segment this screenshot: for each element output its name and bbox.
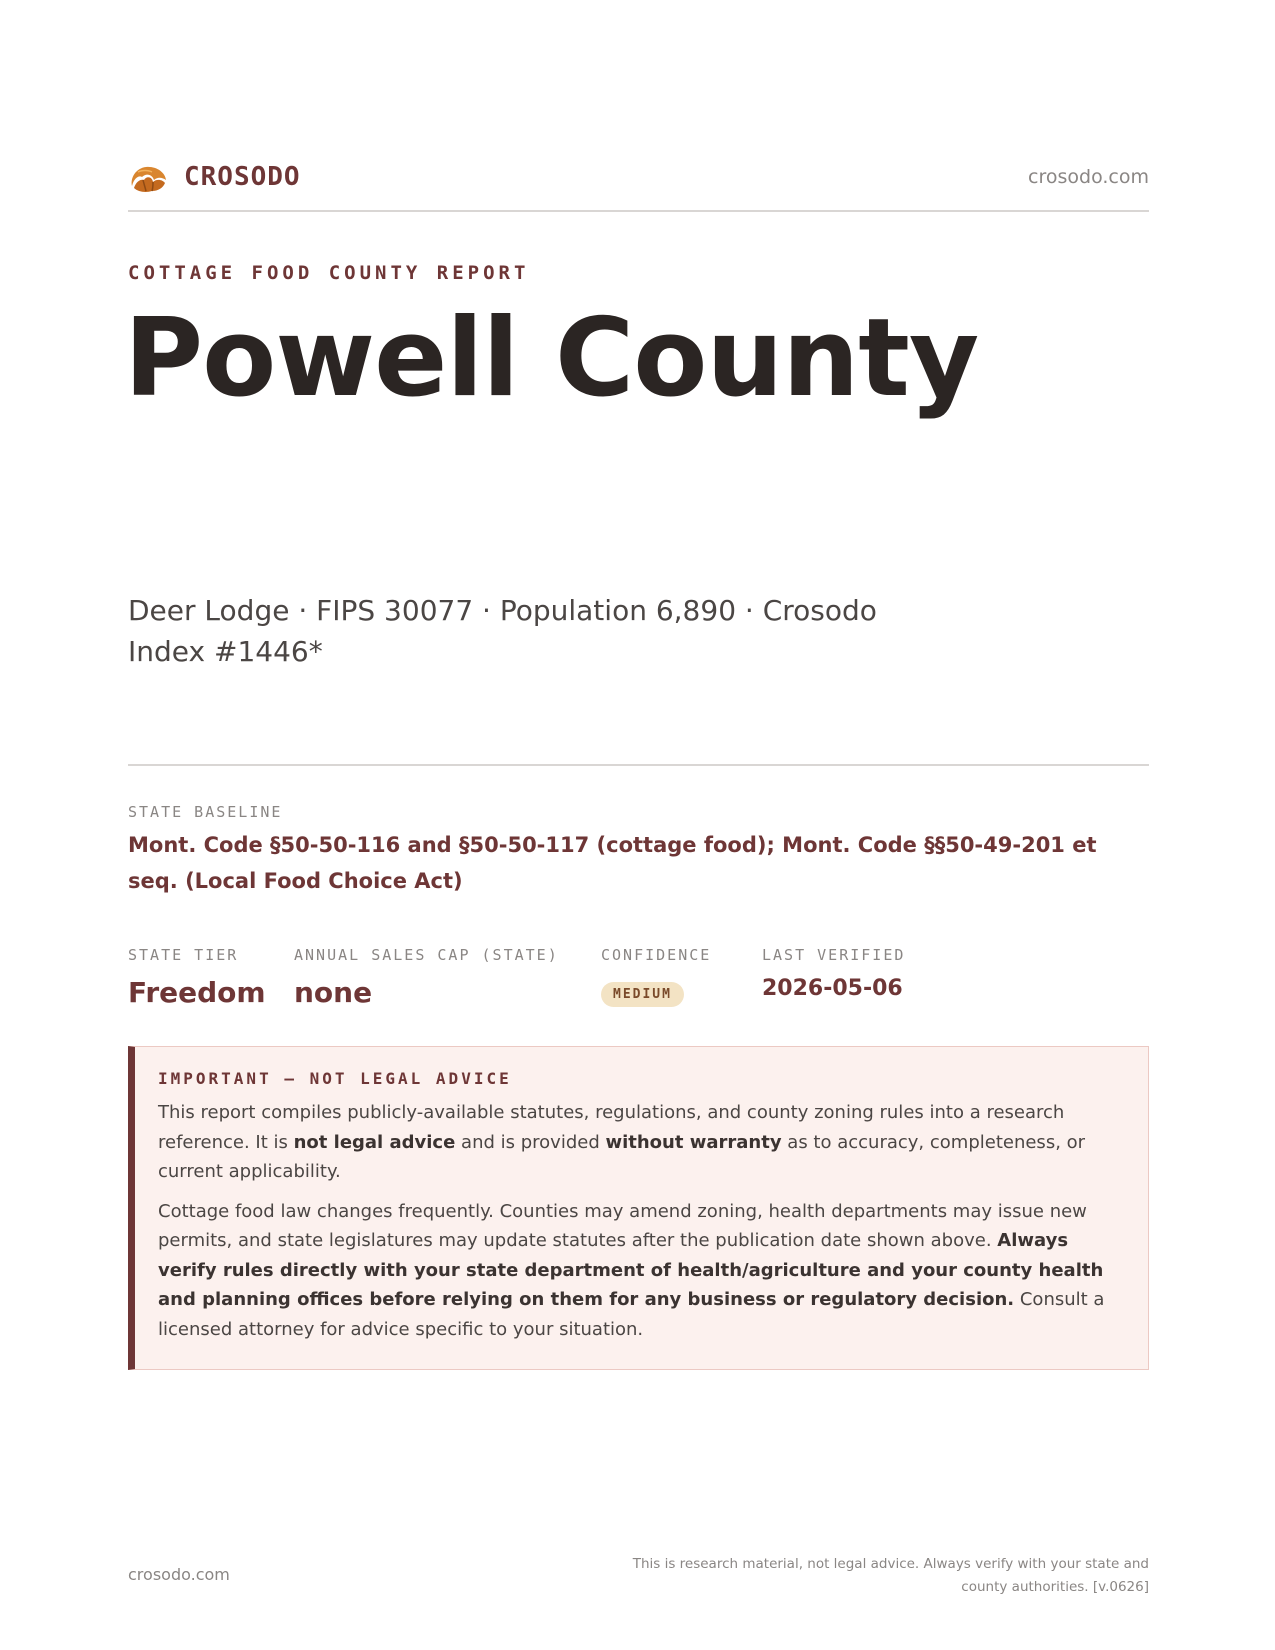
notice-text: Consult a licensed attorney for advice specific to your situation.: [158, 1289, 1105, 1340]
state-baseline-label: STATE BASELINE: [128, 803, 283, 821]
notice-text: as to accuracy, completeness, or current applicability.: [158, 1131, 1086, 1182]
stat-sales-cap: [294, 946, 559, 1009]
state-tier-label: STATE TIER: [128, 946, 239, 964]
brand-name: CROSODO: [184, 162, 301, 192]
notice-emphasis: without warranty: [605, 1131, 782, 1153]
notice-text: This report compiles publicly-available statutes, regulations, and county zoning rules into a research reference. It is: [158, 1102, 1065, 1153]
confidence-label: CONFIDENCE: [601, 946, 712, 964]
section-divider: [128, 764, 1149, 766]
stat-confidence: [601, 946, 712, 1002]
notice-label: IMPORTANT — NOT LEGAL ADVICE: [158, 1069, 512, 1088]
sales-cap-label: ANNUAL SALES CAP (STATE): [294, 946, 559, 964]
page-title: Powell County: [124, 296, 979, 421]
report-subtitle: Deer Lodge · FIPS 30077 · Population 6,890 · Crosodo Index #1446*: [128, 594, 877, 668]
last-verified-label: LAST VERIFIED: [762, 946, 906, 964]
croissant-icon: [128, 160, 168, 196]
state-baseline-text: Mont. Code §50-50-116 and §50-50-117 (cottage food); Mont. Code §§50-49-201 et seq. (Local Food Choice Act): [128, 833, 1097, 893]
stat-state-tier: [128, 946, 266, 1009]
notice-text: Cottage food law changes frequently. Counties may amend zoning, health departments may issue new permits, and state legislatures may update statutes after the publication date shown above.: [158, 1200, 1087, 1251]
report-eyebrow: COTTAGE FOOD COUNTY REPORT: [128, 262, 530, 284]
stat-last-verified: [762, 946, 906, 1001]
report-page: [124, 0, 1149, 1650]
notice-paragraph-1: [158, 1098, 1124, 1187]
site-url[interactable]: crosodo.com: [1028, 166, 1149, 188]
last-verified-value: 2026-05-06: [762, 976, 903, 1001]
notice-text: and is provided: [455, 1131, 606, 1153]
footer-site-url[interactable]: crosodo.com: [128, 1565, 230, 1584]
sales-cap-value: none: [294, 976, 373, 1009]
notice-emphasis: not legal advice: [293, 1131, 456, 1153]
notice-paragraph-2: [158, 1197, 1124, 1345]
state-tier-value: Freedom: [128, 976, 266, 1009]
confidence-badge: MEDIUM: [601, 982, 684, 1007]
page-header: [128, 156, 1149, 212]
footer-disclaimer: This is research material, not legal advice. Always verify with your state and county authorities. [v.0626]: [632, 1556, 1149, 1595]
notice-emphasis: Always verify rules directly with your state department of health/agriculture and your county health and planning offices before relying on them for any business or regulatory decision.: [158, 1230, 1104, 1310]
legal-notice: [128, 1046, 1149, 1370]
